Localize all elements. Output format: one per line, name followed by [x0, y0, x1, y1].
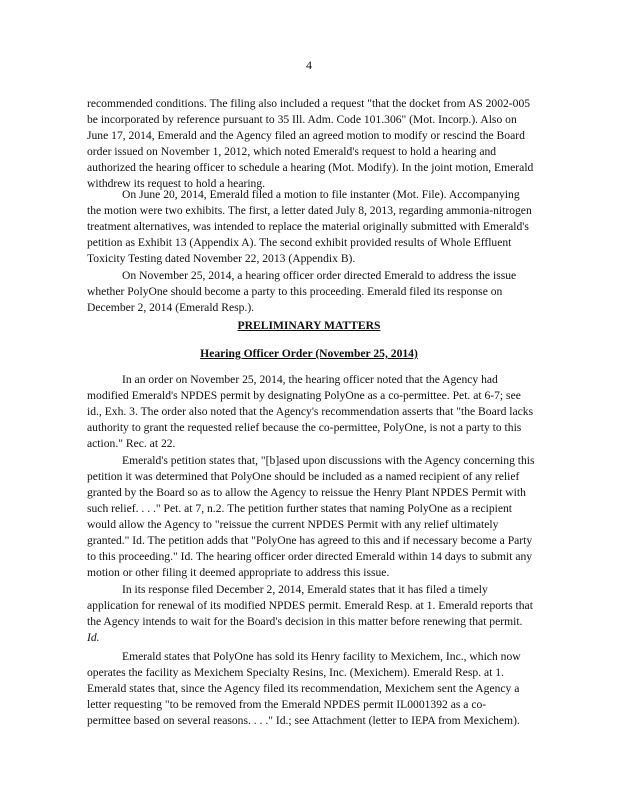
text-line: recommended conditions. The filing also included a request "that the docket from AS 2002-005: [87, 97, 531, 110]
text-line: June 17, 2014, Emerald and the Agency filed an agreed motion to modify or rescind the Board: [87, 129, 525, 142]
text-line: authorized the hearing officer to schedule a hearing (Mot. Modify). In the joint motion, Emerald: [87, 161, 534, 174]
text-line: permittee based on several reasons. . . ." Id.; see Attachment (letter to IEPA from Mexichem).: [87, 714, 520, 727]
text-line: to this proceeding." Id. The hearing officer order directed Emerald within 14 days to submit any: [87, 550, 533, 563]
paragraph-7: [87, 649, 529, 729]
text-line: withdrew its request to hold a hearing.: [87, 177, 266, 190]
text-line: such relief. . . ." Pet. at 7, n.2. The petition further states that naming PolyOne as a recipient: [87, 502, 513, 515]
text-line: petition it was determined that PolyOne should be included as a named recipient of any relief: [87, 470, 520, 483]
text-line: would allow the Agency to "reissue the current NPDES Permit with any relief ultimately: [87, 518, 499, 531]
text-line: petition as Exhibit 13 (Appendix A). The second exhibit provided results of Whole Effluent: [87, 236, 512, 249]
text-line: Emerald states that PolyOne has sold its Henry facility to Mexichem, Inc., which now: [122, 650, 521, 663]
text-line: whether PolyOne should become a party to this proceeding. Emerald filed its response on: [87, 285, 503, 298]
text-line: order issued on November 1, 2012, which noted Emerald's request to hold a hearing and: [87, 145, 497, 158]
text-line: letter requesting "to be removed from the Emerald NPDES permit IL0001392 as a co-: [87, 698, 487, 711]
text-line: application for renewal of its modified NPDES permit. Emerald Resp. at 1. Emerald reports that: [87, 599, 533, 612]
text-line: id., Exh. 3. The order also noted that the Agency's recommendation asserts that "the Board lacks: [87, 405, 534, 418]
text-line: motion or other filing it deemed appropriate to address this issue.: [87, 566, 390, 579]
text-line: On June 20, 2014, Emerald filed a motion to file instanter (Mot. File). Accompanying: [122, 188, 520, 201]
paragraph-5: [87, 453, 535, 581]
subsection-heading: Hearing Officer Order (November 25, 2014): [200, 347, 418, 360]
text-line: modified Emerald's NPDES permit by designating PolyOne as a co-permittee. Pet. at 6-7; see: [87, 389, 521, 402]
section-heading: PRELIMINARY MATTERS: [237, 319, 381, 332]
page-number: 4: [306, 58, 312, 72]
text-line: On November 25, 2014, a hearing officer order directed Emerald to address the issue: [122, 269, 517, 282]
text-line: granted." Id. The petition adds that "PolyOne has agreed to this and if necessary become a Party: [87, 534, 533, 547]
text-line: Emerald's petition states that, "[b]ased upon discussions with the Agency concerning this: [122, 454, 535, 467]
text-line: treatment alternatives, was intended to replace the material originally submitted with Emerald's: [87, 220, 529, 233]
text-line: authority to grant the requested relief because the co-permittee, PolyOne, is not a party to this: [87, 421, 522, 434]
text-line: Id.: [87, 631, 100, 644]
text-line: operates the facility as Mexichem Specialty Resins, Inc. (Mexichem). Emerald Resp. at 1.: [87, 666, 504, 679]
text-line: the motion were two exhibits. The first, a letter dated July 8, 2013, regarding ammonia-nitrogen: [87, 204, 532, 217]
paragraph-3: [87, 268, 529, 316]
paragraph-6: [87, 582, 533, 646]
paragraph-4: [87, 372, 534, 452]
paragraph-2: [87, 187, 532, 267]
text-line: Toxicity Testing dated November 22, 2013 (Appendix B).: [87, 252, 356, 265]
text-line: December 2, 2014 (Emerald Resp.).: [87, 301, 255, 314]
text-line: be incorporated by reference pursuant to 35 Ill. Adm. Code 101.306" (Mot. Incorp.). Also on: [87, 113, 517, 126]
paragraph-1: [87, 96, 534, 192]
text-line: granted by the Board so as to allow the Agency to reissue the Henry Plant NPDES Permit with: [87, 486, 526, 499]
text-line: Emerald states that, since the Agency filed its recommendation, Mexichem sent the Agency a: [87, 682, 520, 695]
text-line: action." Rec. at 22.: [87, 437, 176, 450]
text-line: the Agency intends to wait for the Board's decision in this matter before renewing that permit.: [87, 615, 523, 628]
text-line: In an order on November 25, 2014, the hearing officer noted that the Agency had: [122, 373, 498, 386]
text-line: In its response filed December 2, 2014, Emerald states that it has filed a timely: [122, 583, 488, 596]
